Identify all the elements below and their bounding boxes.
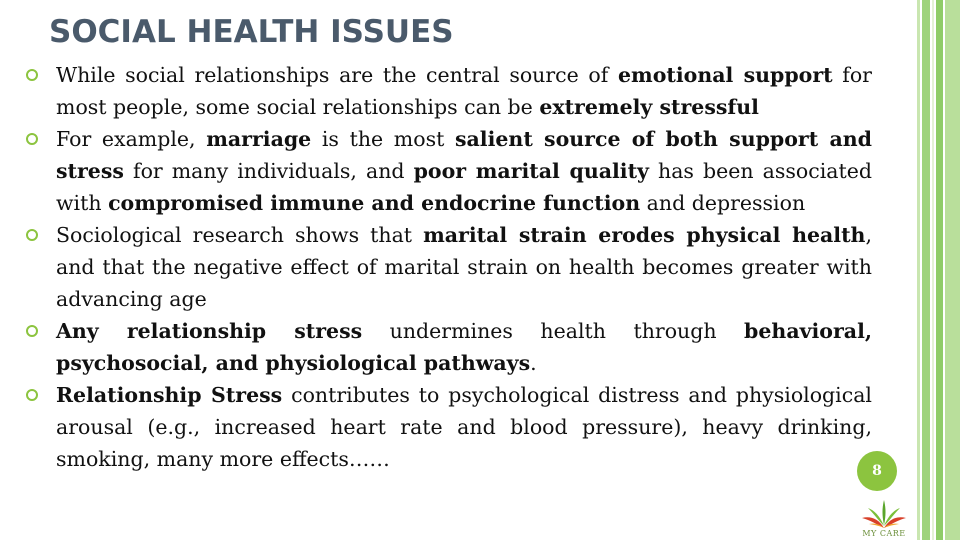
body-text: has been associated with [56, 159, 872, 215]
body-text: is the most [311, 127, 455, 151]
body-text: contributes to psychological distress and physiological arousal (e.g., increased heart rate and blood pressure), heavy drinking, smoking, many more effects…… [56, 383, 872, 471]
emphasis-text: Relationship Stress [56, 383, 283, 407]
bullet-text [56, 59, 872, 123]
bullet-text [56, 315, 872, 379]
circle-bullet-icon [26, 229, 38, 241]
circle-bullet-icon [26, 133, 38, 145]
circle-bullet-icon [26, 69, 38, 81]
decorative-stripe [932, 0, 934, 540]
decorative-stripe [917, 0, 920, 540]
emphasis-text: extremely stressful [539, 95, 759, 119]
decorative-stripe [945, 0, 960, 540]
bullet-text [56, 123, 872, 219]
bullet-item [0, 59, 872, 123]
bullet-text [56, 219, 872, 315]
body-text: for many individuals, and [123, 159, 414, 183]
circle-bullet-icon [26, 325, 38, 337]
emphasis-text: salient source of both support and stress [56, 127, 872, 183]
decorative-stripe [936, 0, 943, 540]
emphasis-text: behavioral, psychosocial, and physiological pathways [56, 319, 872, 375]
bullet-item [0, 123, 872, 219]
body-text: for most people, some social relationships can be [56, 63, 872, 119]
page-number-badge [857, 451, 897, 491]
body-text: While social relationships are the central source of [56, 63, 618, 87]
bullet-item [0, 379, 872, 475]
page-number: 8 [872, 463, 882, 479]
emphasis-text: compromised immune and endocrine function [108, 191, 641, 215]
body-text: . [530, 351, 537, 375]
emphasis-text: Any relationship stress [56, 319, 363, 343]
bullet-item [0, 219, 872, 315]
body-text: For example, [56, 127, 207, 151]
body-text: Sociological research shows that [56, 223, 424, 247]
bullet-list [0, 59, 872, 475]
logo-text: MY CARE [862, 529, 906, 538]
emphasis-text: marriage [206, 127, 312, 151]
bullet-text [56, 379, 872, 475]
my-care-logo [858, 498, 910, 538]
emphasis-text: marital strain erodes physical health [423, 223, 866, 247]
slide-title: SOCIAL HEALTH ISSUES [49, 14, 454, 50]
circle-bullet-icon [26, 389, 38, 401]
leaf-logo-icon [858, 498, 910, 530]
body-text: , and that the negative effect of marital strain on health becomes greater with advancing age [56, 223, 872, 311]
decorative-stripe [922, 0, 930, 540]
body-text: undermines health through [362, 319, 745, 343]
body-text: and depression [640, 191, 806, 215]
bullet-item [0, 315, 872, 379]
emphasis-text: poor marital quality [413, 159, 649, 183]
emphasis-text: emotional support [618, 63, 833, 87]
